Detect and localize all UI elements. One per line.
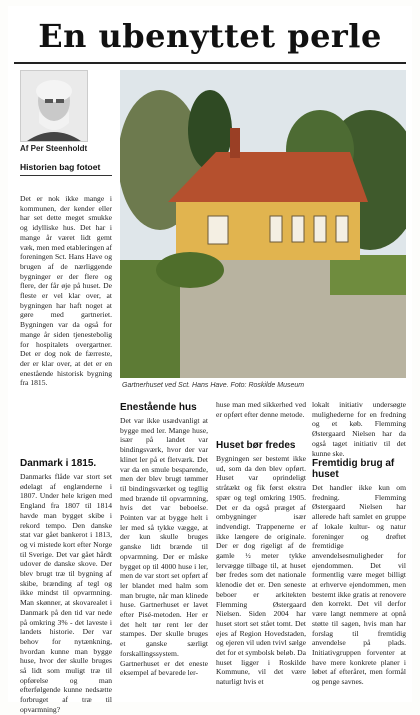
section-text-enestaaende-cont: huse man med sikkerhed ved er opført efter denne metode. <box>216 400 306 419</box>
byline: Af Per Steenholdt <box>20 144 88 153</box>
house-photo <box>120 70 406 378</box>
section-title-fremtidig: Fremtidig brug af huset <box>312 458 395 480</box>
headline: En ubenyttet perle <box>38 17 382 55</box>
author-portrait <box>20 70 88 142</box>
section-text-1815: Danmarks flåde var stort set ødelagt af englænderne i 1807. Under hele krigen med England fra 1807 til 1814 havde man bygget skibe i rekord tempo. Den danske stat var gået bankerot i 1813, og vi mistede kort efter Norge til Sverige. Det var gået hårdt udover de danske skove. Der blev brugt træ til bygning af skibe, brænding af tegl og ikke mindst til opvarmning. Man skønner, at skovarealet i Danmark på den tid var nede på omkring 3% - det laveste i landets historie. Der var behov for nytænkning, hvordan kunne man bygge huse, hvor der skulle bruges så lidt som muligt træ til opførelse og man efterfølgende kunne nedsætte forbruget af træ til opvarmning? <box>20 472 112 714</box>
section-text-fredes: Bygningen ser bestemt ikke ud, som da den blev opført. Huset var oprindeligt stråtækt og fik først ekstra spær og tegl omkring 1905. Det er da også præget af ombygninger især indvendigt. Trappenerne er ikke længere de originale. Der er dog rigeligt af de gamle ½ meter tykke lervægge tilbage til, at huset bør fredes som det nationale klenodie det er. Den seneste beboer er arkitekten Flemming Østergaard Nielsen. Siden 2004 har huset stort set stået tomt. Det ejes af Region Hovedstaden, og ejeren vil uden tvivl sælge det for et symbolsk beløb. Da huset ligger i Roskilde Kommune, vil det være naturligt hvis et <box>216 454 306 687</box>
section-text-fredes-cont: lokalt initiativ undersøgte mulighederne for en fredning og et køb. Flemming Østergaard Nielsen har da også taget initiativ til det kunne ske. <box>312 400 406 458</box>
author-portrait-image <box>21 71 87 141</box>
kicker: Historien bag fotoet <box>20 162 112 176</box>
photo-caption: Gartnerhuset ved Sct. Hans Have. Foto: Roskilde Museum <box>122 382 305 389</box>
intro-text: Det er nok ikke mange i kommunen, der kender eller har set dette meget smukke og idylliske hus. Det har i mange år været lidt gemt væk, men med etableringen af foreningen Sct. Hans Have og brugen af de nærliggende bygninger er der flere og flere, der får øje på huset. De fleste er vel klar over, at bygningen har haft noget at gøre med gartneriet. Bygningen var da også for mange år siden tjenestebolig for hospitalets overgartner. Det er dog nok de færreste, der er klar over, at det er en enestående historisk bygning fra 1815. <box>20 194 112 388</box>
newspaper-page <box>8 6 412 714</box>
section-text-fremtidig: Det handler ikke kun om fredning. Flemming Østergaard Nielsen har allerede haft samlet en gruppe af lokale kultur- og natur foreninger og drøftet fremtidige anvendelsesmuligheder for ejendommen. Det vil formentlig være meget billigt at erhverve ejendommen, men bestemt ikke gratis at renovere den korrekt. Det vil derfor være langt nemmere at opnå støtte til sagen, hvis man har forslag til fremtidig anvendelse på plads. Initiativgruppen forventer at have mere konkrete planer i løbet af efteråret, men formål og penge savnes. <box>312 483 406 687</box>
section-title-enestaaende: Enestående hus <box>120 402 197 413</box>
headline-rule <box>14 62 406 64</box>
house-photo-image <box>120 70 406 378</box>
section-title-1815: Danmark i 1815. <box>20 458 97 469</box>
section-title-fredes: Huset bør fredes <box>216 440 296 451</box>
section-text-enestaaende: Det var ikke usædvanligt at bygge med ler. Mange huse, især på landet var bindingsværk, hvor der var klinet ler på et fletværk. Det var da en smule besparende, men der blev brugt tømmer til bindingsværket og tegllig med brænde til opvarmning, hvis det var beboelse. Pointen var at bygge helt i ler med så tykke vægge, at der kun skulle bruges ganske lidt brænde til opvarmning. Der er måske bygget op til 4000 huse i ler, men de var stort set opført af ler blandet med halm som man brugte, når man klinede huse. Gartnerhuset er lavet efter Pisé-metoden. Her er det helt tør rent ler der stampes. Der skulle bruges et ganske særligt forskallingssystem. Gartnerhuset er det eneste eksempel af bevarede ler- <box>120 416 208 678</box>
